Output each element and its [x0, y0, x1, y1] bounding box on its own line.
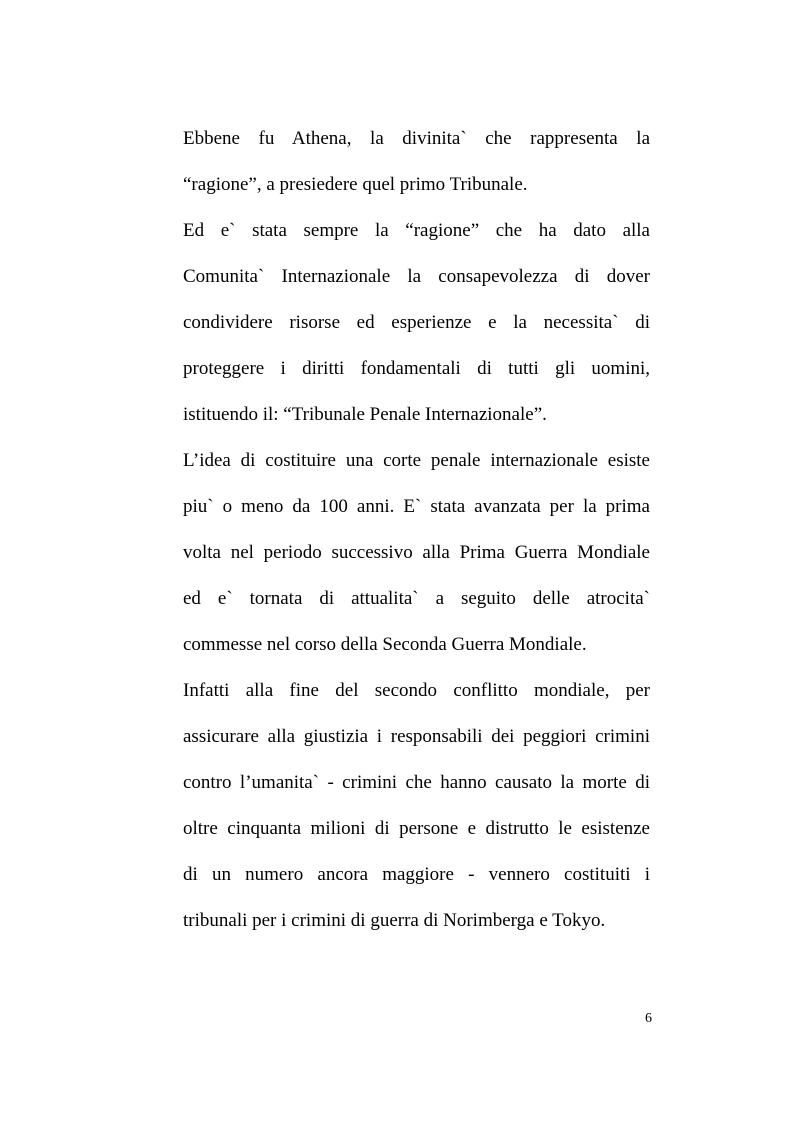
text-line: proteggere i diritti fondamentali di tutti gli uomini, [183, 358, 650, 379]
text-line: condividere risorse ed esperienze e la necessita` di [183, 312, 650, 333]
paragraph-idea-corte [183, 438, 650, 668]
text-line: Ed e` stata sempre la “ragione” che ha dato alla [183, 220, 650, 241]
text-line: “ragione”, a presiedere quel primo Tribunale. [183, 174, 528, 195]
text-line: tribunali per i crimini di guerra di Norimberga e Tokyo. [183, 910, 606, 931]
text-line: di un numero ancora maggiore - vennero costituiti i [183, 864, 650, 885]
text-line: assicurare alla giustizia i responsabili dei peggiori crimini [183, 726, 650, 747]
text-line: commesse nel corso della Seconda Guerra Mondiale. [183, 634, 587, 655]
body-text [183, 116, 650, 944]
text-line: Infatti alla fine del secondo conflitto mondiale, per [183, 680, 650, 701]
text-line: istituendo il: “Tribunale Penale Internazionale”. [183, 404, 547, 425]
text-line: ed e` tornata di attualita` a seguito delle atrocita` [183, 588, 650, 609]
text-line: L’idea di costituire una corte penale internazionale esiste [183, 450, 650, 471]
paragraph-ragione [183, 208, 650, 438]
page-number: 6 [645, 1011, 652, 1026]
text-line: volta nel periodo successivo alla Prima Guerra Mondiale [183, 542, 650, 563]
text-line: contro l’umanita` - crimini che hanno causato la morte di [183, 772, 650, 793]
text-line: Ebbene fu Athena, la divinita` che rappresenta la [183, 128, 650, 149]
paragraph-athena [183, 116, 650, 208]
text-line: piu` o meno da 100 anni. E` stata avanzata per la prima [183, 496, 650, 517]
text-line: oltre cinquanta milioni di persone e distrutto le esistenze [183, 818, 650, 839]
paragraph-tribunali [183, 668, 650, 944]
text-line: Comunita` Internazionale la consapevolezza di dover [183, 266, 650, 287]
